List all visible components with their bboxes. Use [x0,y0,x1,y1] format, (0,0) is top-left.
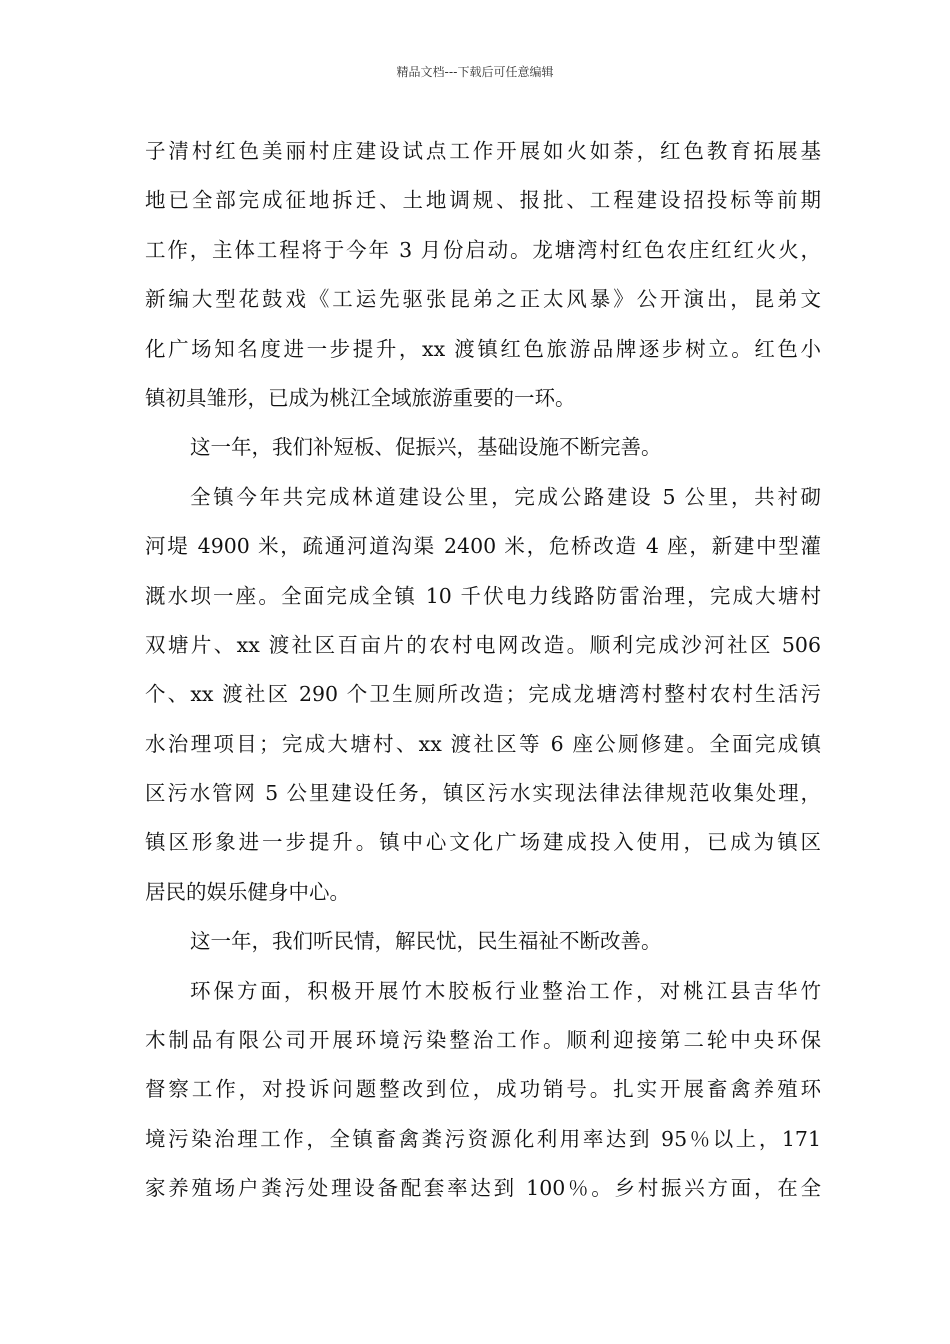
text-line: 镇初具雏形，已成为桃江全域旅游重要的一环。 [145,385,576,410]
text-line: 地已全部完成征地拆迁、土地调规、报批、工程建设招投标等前期 [145,188,821,213]
document-body [145,127,821,1214]
text-line: 工作，主体工程将于今年 3 月份启动。龙塘湾村红色农庄红红火火， [145,237,821,262]
text-line: 溉水坝一座。全面完成全镇 10 千伏电力线路防雷治理，完成大塘村 [145,583,821,608]
text-line: 居民的娱乐健身中心。 [145,879,350,904]
text-line: 督察工作，对投诉问题整改到位，成功销号。扎实开展畜禽养殖环 [145,1077,821,1102]
text-line: 个、xx 渡社区 290 个卫生厕所改造；完成龙塘湾村整村农村生活污 [145,682,821,707]
text-line: 镇区形象进一步提升。镇中心文化广场建成投入使用，已成为镇区 [145,830,821,855]
text-line: 双塘片、xx 渡社区百亩片的农村电网改造。顺利完成沙河社区 506 [145,632,821,657]
text-line: 新编大型花鼓戏《工运先驱张昆弟之正太风暴》公开演出，昆弟文 [145,287,821,312]
text-line: 境污染治理工作，全镇畜禽粪污资源化利用率达到 95％以上，171 [145,1126,821,1151]
text-line: 全镇今年共完成林道建设公里，完成公路建设 5 公里，共衬砌 [190,484,821,509]
text-line: 木制品有限公司开展环境污染整治工作。顺利迎接第二轮中央环保 [145,1028,821,1053]
page-header: 精品文档---下载后可任意编辑 [396,65,554,79]
text-line: 家养殖场户粪污处理设备配套率达到 100％。乡村振兴方面，在全 [145,1176,821,1201]
paragraph-heading: 这一年，我们听民情，解民忧，民生福祉不断改善。 [190,929,662,954]
text-line: 化广场知名度进一步提升，xx 渡镇红色旅游品牌逐步树立。红色小 [145,336,821,361]
text-line: 区污水管网 5 公里建设任务，镇区污水实现法律法律规范收集处理， [145,781,821,806]
paragraph-heading: 这一年，我们补短板、促振兴，基础设施不断完善。 [190,435,662,460]
text-line: 水治理项目；完成大塘村、xx 渡社区等 6 座公厕修建。全面完成镇 [145,731,821,756]
text-line: 环保方面，积极开展竹木胶板行业整治工作，对桃江县吉华竹 [190,978,821,1003]
text-line: 子清村红色美丽村庄建设试点工作开展如火如荼，红色教育拓展基 [145,139,821,163]
text-line: 河堤 4900 米，疏通河道沟渠 2400 米，危桥改造 4 座，新建中型灌 [145,534,821,559]
